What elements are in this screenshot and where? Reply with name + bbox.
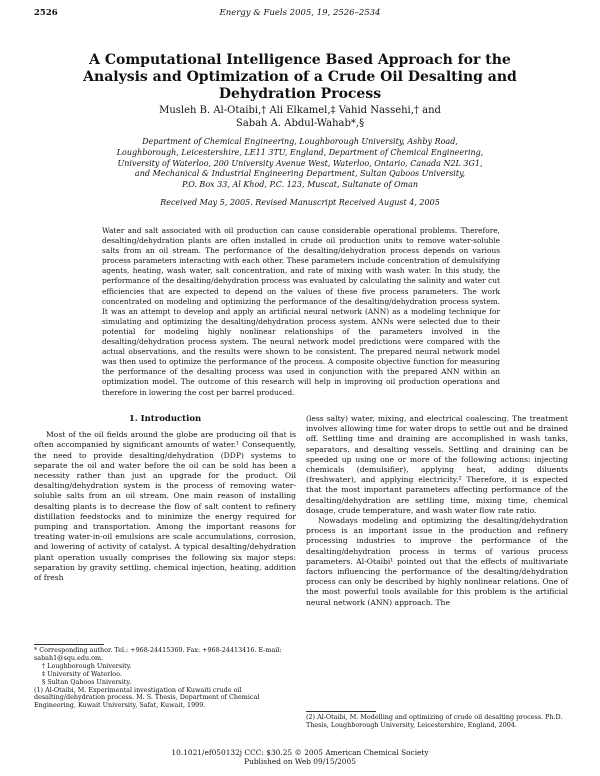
affiliation-line-4: and Mechanical & Industrial Engineering Department, Sultan Qaboos University, (134, 169, 466, 179)
authors-line-1: Musleh B. Al-Otaibi,† Ali Elkamel,‡ Vahid Nassehi,† and (159, 105, 441, 116)
page-footer (0, 748, 600, 766)
affiliation-line-2: Loughborough, Leicestershire, LE11 3TU, England, Department of Chemical Engineering, (116, 147, 484, 157)
footnotes-right (306, 714, 568, 730)
received-dates: Received May 5, 2005. Revised Manuscript Received August 4, 2005 (160, 198, 440, 207)
footnote-section: § Sultan Qaboos University. (42, 677, 132, 686)
footnote-reference-2: (2) Al-Otaibi, M. Modelling and optimizing of crude oil desalting process. Ph.D. Thesis, Loughborough University, Leicestershire, England, 2004. (306, 713, 563, 729)
author-list (60, 104, 540, 130)
authors-line-2: Sabah A. Abdul-Wahab*,§ (235, 118, 365, 129)
footnote-rule-right (306, 711, 376, 712)
left-column (34, 414, 296, 583)
footnote-corresponding: * Corresponding author. Tel.: +968-24415360. Fax: +968-24413416. E-mail: sabah1@squ.edu.om. (34, 646, 282, 662)
footnote-rule-left (34, 644, 104, 645)
doi-line: 10.1021/ef050132j CCC: $30.25 © 2005 American Chemical Society (171, 748, 429, 757)
intro-paragraph-3: Nowadays modeling and optimizing the desalting/dehydration process is an important issue in the production and refinery processing industries to improve the performance of the desalting/dehydration process in terms of various process parameters. Al-Otaibi¹ pointed out that the effects of multivariate factors influencing the performance of the desalting/dehydration process can only be described by highly nonlinear relations. One of the most powerful tools available for this problem is the artificial neural network (ANN) approach. The (306, 516, 568, 607)
intro-paragraph-2: (less salty) water, mixing, and electrical coalescing. The treatment involves allowing time for water drops to settle out and be drained off. Settling time and draining are accomplished in wash tanks, separators, and desalting vessels. Settling and draining can be speeded up using one or more of the following actions: injecting chemicals (demulsifier), applying heat, adding diluents (freshwater), and applying electricity.² Therefore, it is expected that the most important parameters affecting performance of the desalting/dehydration are settling time, mixing time, chemical dosage, crude temperature, and wash water flow rate ratio. (306, 414, 568, 515)
footnote-reference-1: (1) Al-Otaibi, M. Experimental investigation of Kuwaiti crude oil desalting/dehydration process. M. S. Thesis, Department of Chemical Engineering, Kuwait University, Safat, Kuwait, 1999. (34, 685, 260, 710)
section-heading: 1. Introduction (128, 414, 202, 424)
intro-paragraph-1: Most of the oil fields around the globe are producing oil that is often accompanied by significant amounts of water.¹ Consequently, the need to provide desalting/dehydration (DDP) systems to separate the oil and water before the oil can be sold has been a necessity rather than just an upgrade for the product. Oil desalting/dehydration system is the process of removing water-soluble salts from an oil stream. One main reason of installing desalting plants is to decrease the flow of salt content to refinery distillation feedstocks and to minimize the energy required for pumping and transportation. Among the important reasons for treating water-in-oil emulsions are scale accumulations, corrosion, and lowering of activity of catalyst. A typical desalting/dehydration plant operation usually comprises the following six major steps: separation by gravity settling, chemical injection, heating, addition of fresh (34, 430, 296, 583)
article-title: A Computational Intelligence Based Approach for the Analysis and Optimization of a Crude Oil Desalting and Dehydration Process (83, 52, 517, 102)
affiliation-line-3: University of Waterloo, 200 University Avenue West, Waterloo, Ontario, Canada N2L 3G1, (117, 158, 483, 168)
running-header: Energy & Fuels 2005, 19, 2526–2534 (219, 8, 381, 18)
footnotes-left (34, 647, 296, 710)
published-line: Published on Web 09/15/2005 (244, 757, 356, 766)
footnote-ddagger: ‡ University of Waterloo. (42, 669, 122, 678)
page-number: 2526 (34, 8, 58, 18)
abstract: Water and salt associated with oil production can cause considerable operational problems. Therefore, desalting/dehydration plants are often installed in crude oil production units to remove water-soluble salts from an oil stream. The performance of the desalting/dehydration process depends on various process parameters interacting with each other. These parameters include concentration of demulsifying agents, heating, wash water, salt concentration, and rate of mixing with wash water. In this study, the performance of the desalting/dehydration process was evaluated by calculating the salinity and water cut efficiencies that are expected to depend on the values of these five process parameters. The work concentrated on modeling and optimizing the performance of the desalting/dehydration process system. It was an attempt to develop and apply an artificial neural network (ANN) as a modeling technique for simulating and optimizing the desalting/dehydration process system. ANNs were selected due to their potential for modeling highly nonlinear relationships of the parameters involved in the desalting/dehydration process system. The neural network model predictions were compared with the actual observations, and the results were shown to be consistent. The prepared neural network model was then used to optimize the performance of the process. A composite objective function for measuring the performance of the desalting process was used in conjunction with the prepared ANN within an optimization model. The outcome of this research will help in improving oil production operations and therefore in lowering the cost per barrel produced. (102, 226, 500, 397)
right-column (306, 414, 568, 608)
footnote-dagger: † Loughborough University. (42, 661, 132, 670)
affiliation-line-1: Department of Chemical Engineering, Loughborough University, Ashby Road, (142, 137, 458, 146)
affiliation-line-5: P.O. Box 33, Al Khod, P.C. 123, Muscat, Sultanate of Oman (181, 180, 419, 190)
affiliations (60, 137, 540, 191)
